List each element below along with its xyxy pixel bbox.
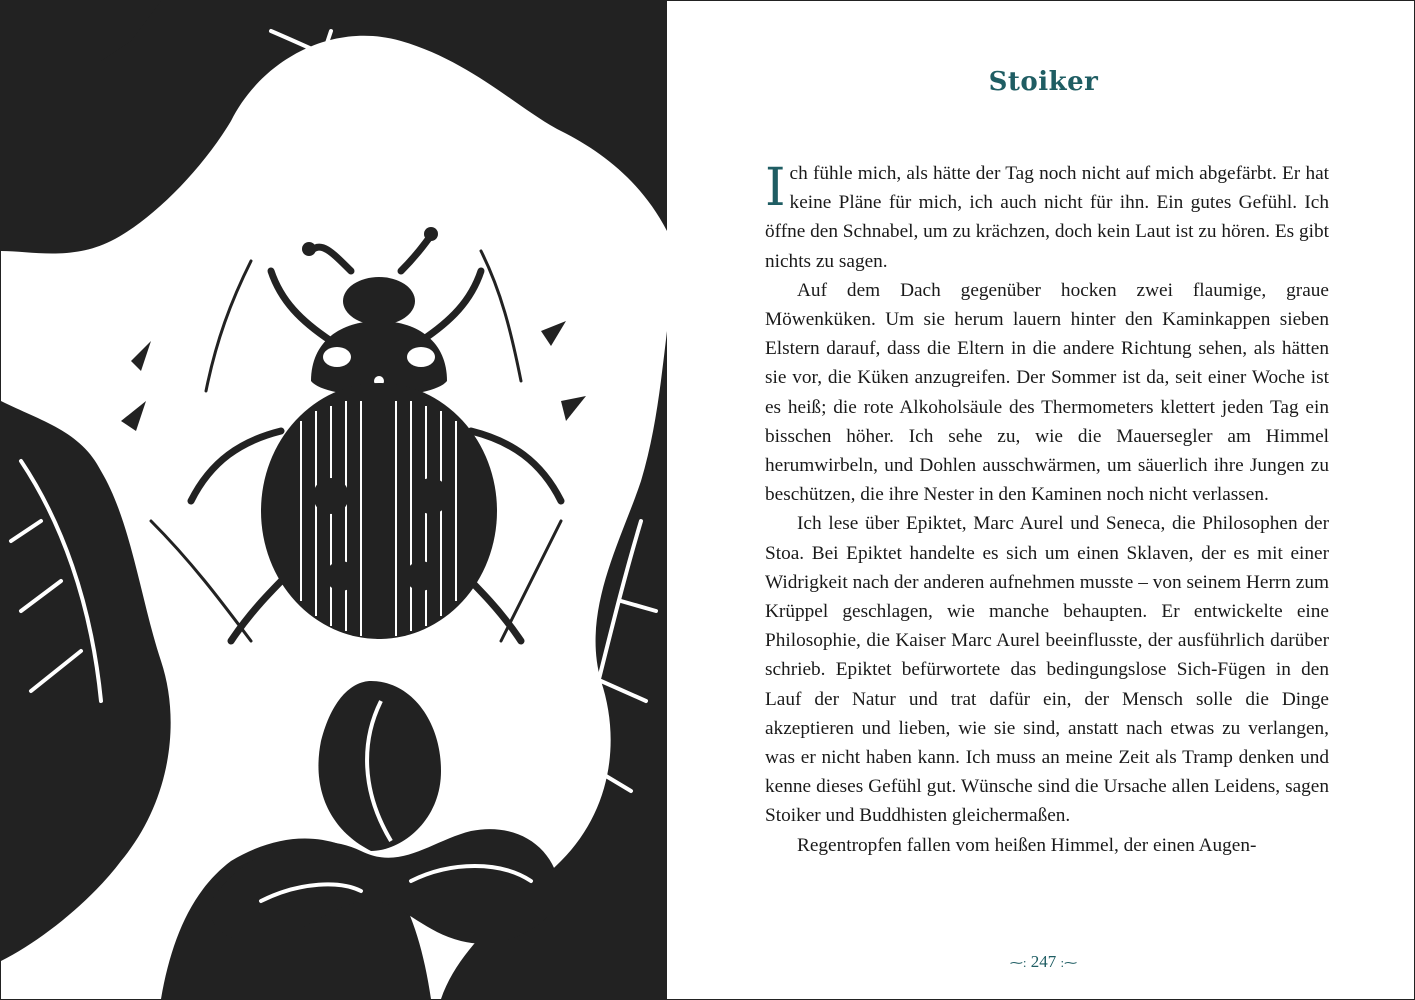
body-text	[765, 159, 1329, 860]
folio-ornament-right: :⁓	[1060, 955, 1078, 970]
page-number-footer	[667, 952, 1415, 972]
paragraph-4: Regentropfen fallen vom heißen Himmel, der einen Augen-	[797, 834, 1257, 856]
page-number: 247	[1030, 952, 1057, 971]
paragraph-2: Auf dem Dach gegenüber hocken zwei flaumige, graue Möwenküken. Um sie herum lauern hinter den Kaminkappen sieben Elstern darauf, dass die Eltern in die andere Richtung sehen, als hätten sie vor, die Küken anzugreifen. Der Sommer ist da, seit einer Woche ist es heiß; die rote Alkoholsäule des Thermometers klettert jeden Tag ein bisschen höher. Ich sehe zu, wie die Mauersegler am Himmel herumwirbeln, und Dohlen ausschwärmen, um säuerlich ihre Jungen zu beschützen, die ihre Nester in den Kaminen noch nicht verlassen.	[765, 279, 1329, 506]
folio-ornament-left: ⁓:	[1009, 955, 1027, 970]
drop-cap: I	[765, 158, 786, 218]
chapter-title: Stoiker	[988, 67, 1099, 97]
paragraph-1-text: ch fühle mich, als hätte der Tag noch nicht auf mich abgefärbt. Er hat keine Pläne für mich, ich auch nicht für ihn. Ein gutes Gefühl. Ich öffne den Schnabel, um zu krächzen, doch kein Laut ist zu hören. Es gibt nichts zu sagen.	[765, 163, 1329, 272]
illustration-page	[1, 1, 667, 999]
text-page	[667, 1, 1414, 999]
paragraph-1	[765, 159, 1329, 276]
paragraph-3: Ich lese über Epiktet, Marc Aurel und Seneca, die Philosophen der Stoa. Bei Epiktet handelte es sich um einen Sklaven, der es mit einer Widrigkeit nach der anderen aufnehmen musste – von seinem Herrn zum Krüppel geschlagen, wie manche behaupten. Er entwickelte eine Philosophie, die Kaiser Marc Aurel beeinflusste, der ausführlich darüber schrieb. Epiktet befürwortete das bedingungslose Sich-Fügen in den Lauf der Natur und trat dafür ein, der Mensch solle die Dinge akzeptieren und lieben, wie sie sind, anstatt nach etwas zu verlangen, was er nicht haben kann. Ich muss an meine Zeit als Tramp denken und kenne dieses Gefühl gut. Wünsche sind die Ursache allen Leidens, sagen Stoiker und Buddhisten gleichermaßen.	[765, 513, 1329, 827]
ladybug-illustration	[1, 1, 667, 999]
